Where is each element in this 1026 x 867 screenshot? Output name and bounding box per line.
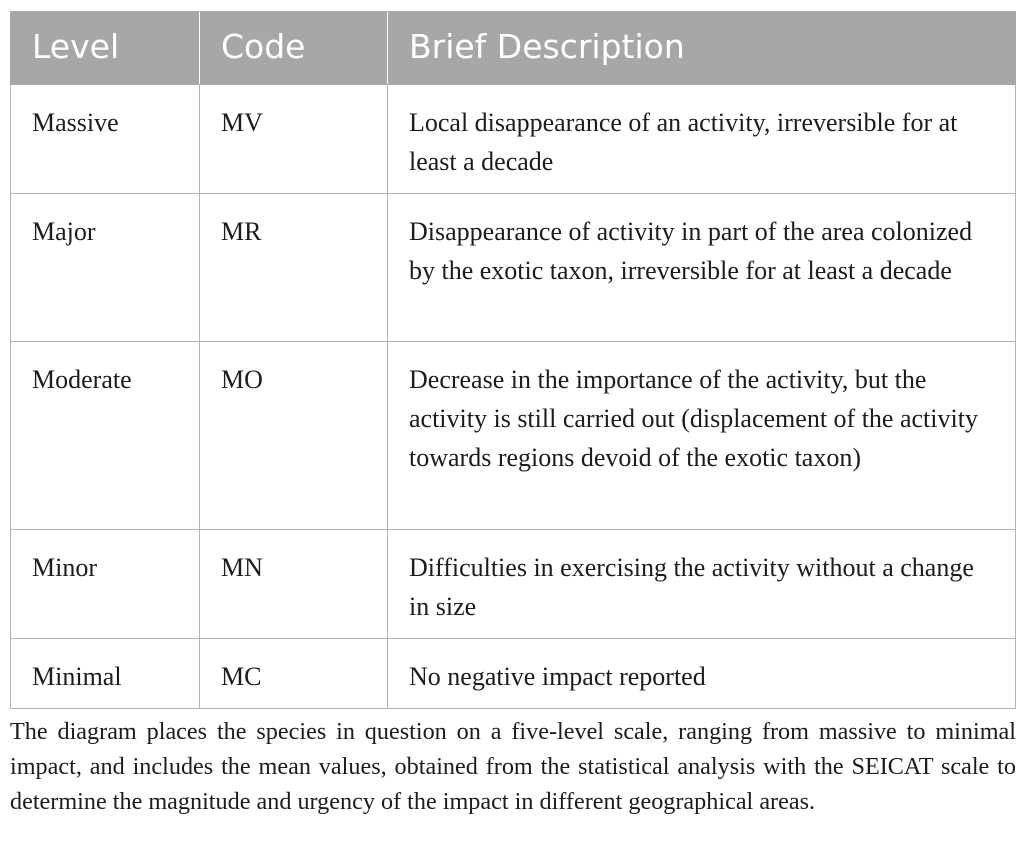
cell-code: MV bbox=[200, 85, 388, 194]
table-row bbox=[11, 194, 1016, 342]
header-code: Code bbox=[200, 12, 388, 85]
cell-description: Difficulties in exercising the activity without a change in size bbox=[388, 530, 1016, 639]
header-row bbox=[11, 12, 1016, 85]
cell-code: MC bbox=[200, 639, 388, 709]
cell-description: No negative impact reported bbox=[388, 639, 1016, 709]
table-body bbox=[11, 85, 1016, 709]
table-row bbox=[11, 530, 1016, 639]
cell-level: Major bbox=[11, 194, 200, 342]
table-row bbox=[11, 342, 1016, 530]
cell-level: Moderate bbox=[11, 342, 200, 530]
table-row bbox=[11, 85, 1016, 194]
header-level: Level bbox=[11, 12, 200, 85]
cell-level: Massive bbox=[11, 85, 200, 194]
cell-description: Disappearance of activity in part of the area colonized by the exotic taxon, irreversible for at least a decade bbox=[388, 194, 1016, 342]
table-footnote: The diagram places the species in question on a five-level scale, ranging from massive to minimal impact, and includes the mean values, obtained from the statistical analysis with the SEICAT scale to determine the magnitude and urgency of the impact in different geographical areas. bbox=[10, 718, 1016, 815]
cell-code: MR bbox=[200, 194, 388, 342]
cell-code: MN bbox=[200, 530, 388, 639]
table-row bbox=[11, 639, 1016, 709]
cell-level: Minor bbox=[11, 530, 200, 639]
cell-level: Minimal bbox=[11, 639, 200, 709]
header-description: Brief Description bbox=[388, 12, 1016, 85]
cell-code: MO bbox=[200, 342, 388, 530]
cell-description: Decrease in the importance of the activity, but the activity is still carried out (displacement of the activity towards regions devoid of the exotic taxon) bbox=[388, 342, 1016, 530]
impact-levels-table bbox=[10, 11, 1016, 709]
cell-description: Local disappearance of an activity, irreversible for at least a decade bbox=[388, 85, 1016, 194]
table-header bbox=[11, 12, 1016, 85]
